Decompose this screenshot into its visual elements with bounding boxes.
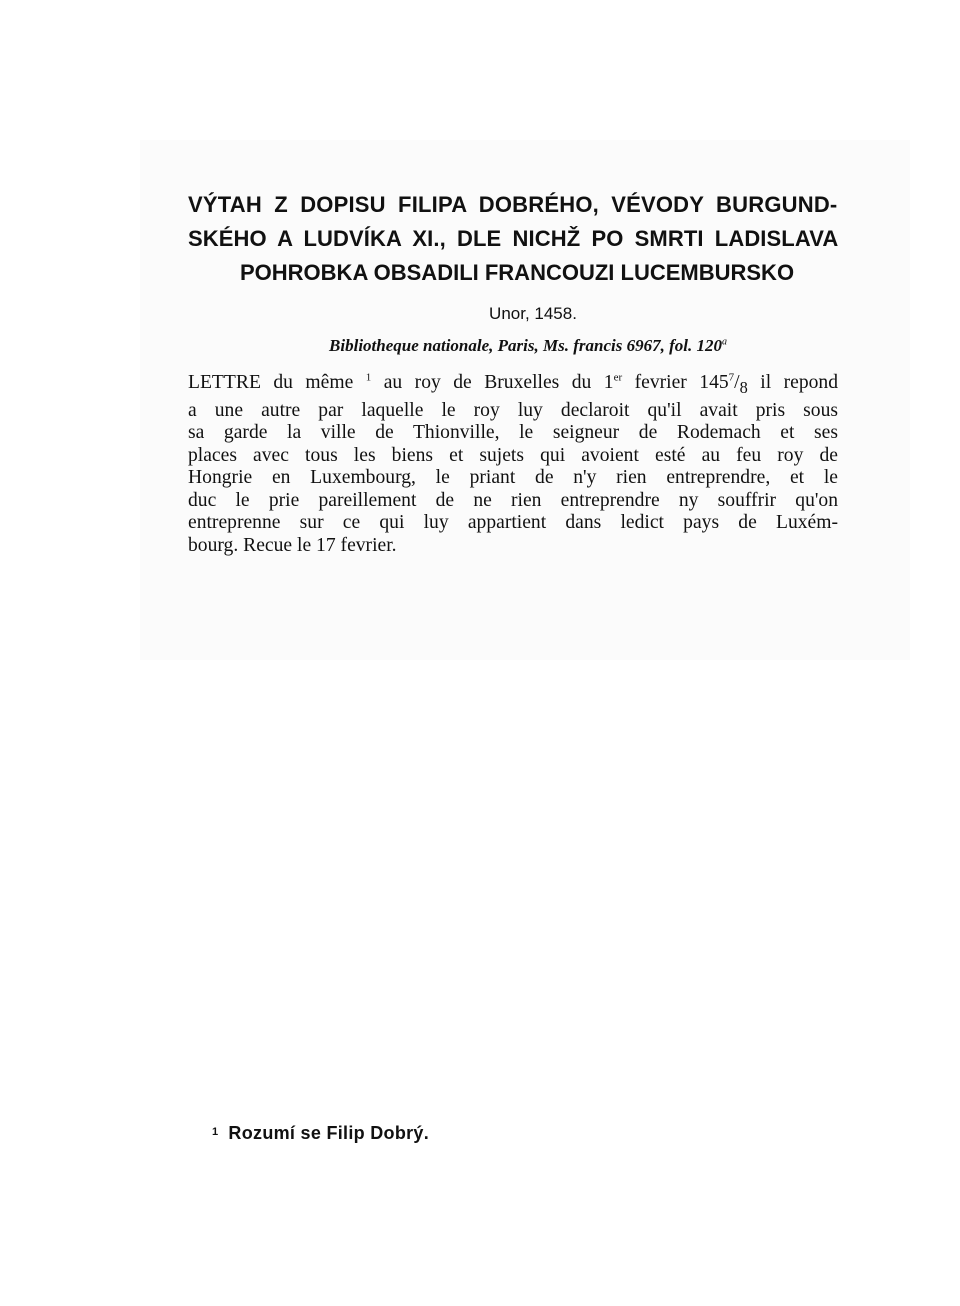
document-date: Unor, 1458. [489, 304, 577, 323]
footnote-reference: 1 [365, 371, 372, 384]
footnote [212, 1123, 429, 1144]
body-line-7: entreprenne sur ce qui luy appartient dans ledict pays de Luxém- [188, 512, 838, 534]
footnote-mark: 1 [212, 1126, 219, 1138]
source-text: Bibliotheque nationale, Paris, Ms. francis 6967, fol. 120 [329, 336, 722, 355]
body-line-8: bourg. Recue le 17 fevrier. [188, 535, 397, 557]
footnote-text: Rozumí se Filip Dobrý. [228, 1123, 430, 1143]
source-superscript: a [721, 336, 727, 348]
letter-body [188, 372, 838, 558]
body-line-1-d: il repond [760, 372, 839, 393]
body-line-6: duc le prie pareillement de ne rien entreprendre ny souffrir qu'on [188, 489, 838, 511]
title-line-1: VÝTAH Z DOPISU FILIPA DOBRÉHO, VÉVODY BURGUND- [188, 192, 838, 217]
body-line-4: places avec tous les biens et sujets qui avoient esté au feu roy de [188, 444, 838, 466]
document-page [188, 188, 838, 558]
body-line-2: a une autre par laquelle le roy luy declaroit qu'il avait pris sous [188, 399, 838, 421]
fraction-denominator: 8 [739, 377, 748, 397]
body-line-1-a: LETTRE du même [188, 372, 354, 393]
document-title [188, 188, 838, 290]
fraction-separator: / [734, 372, 740, 393]
ordinal-superscript: er [613, 371, 623, 384]
body-line-5: Hongrie en Luxembourg, le priant de n'y rien entreprendre, et le [188, 467, 838, 489]
body-line-1-b: au roy de Bruxelles du 1 [383, 372, 614, 393]
fraction-numerator: 7 [728, 371, 735, 384]
body-line-1-c: fevrier 145 [634, 372, 729, 393]
title-line-3: POHROBKA OBSADILI FRANCOUZI LUCEMBURSKO [240, 260, 795, 285]
title-line-2: SKÉHO A LUDVÍKA XI., DLE NICHŽ PO SMRTI LADISLAVA [188, 226, 839, 251]
source-citation [188, 336, 838, 356]
body-line-3: sa garde la ville de Thionville, le seigneur de Rodemach et ses [188, 422, 838, 444]
body-line-1 [188, 372, 838, 400]
